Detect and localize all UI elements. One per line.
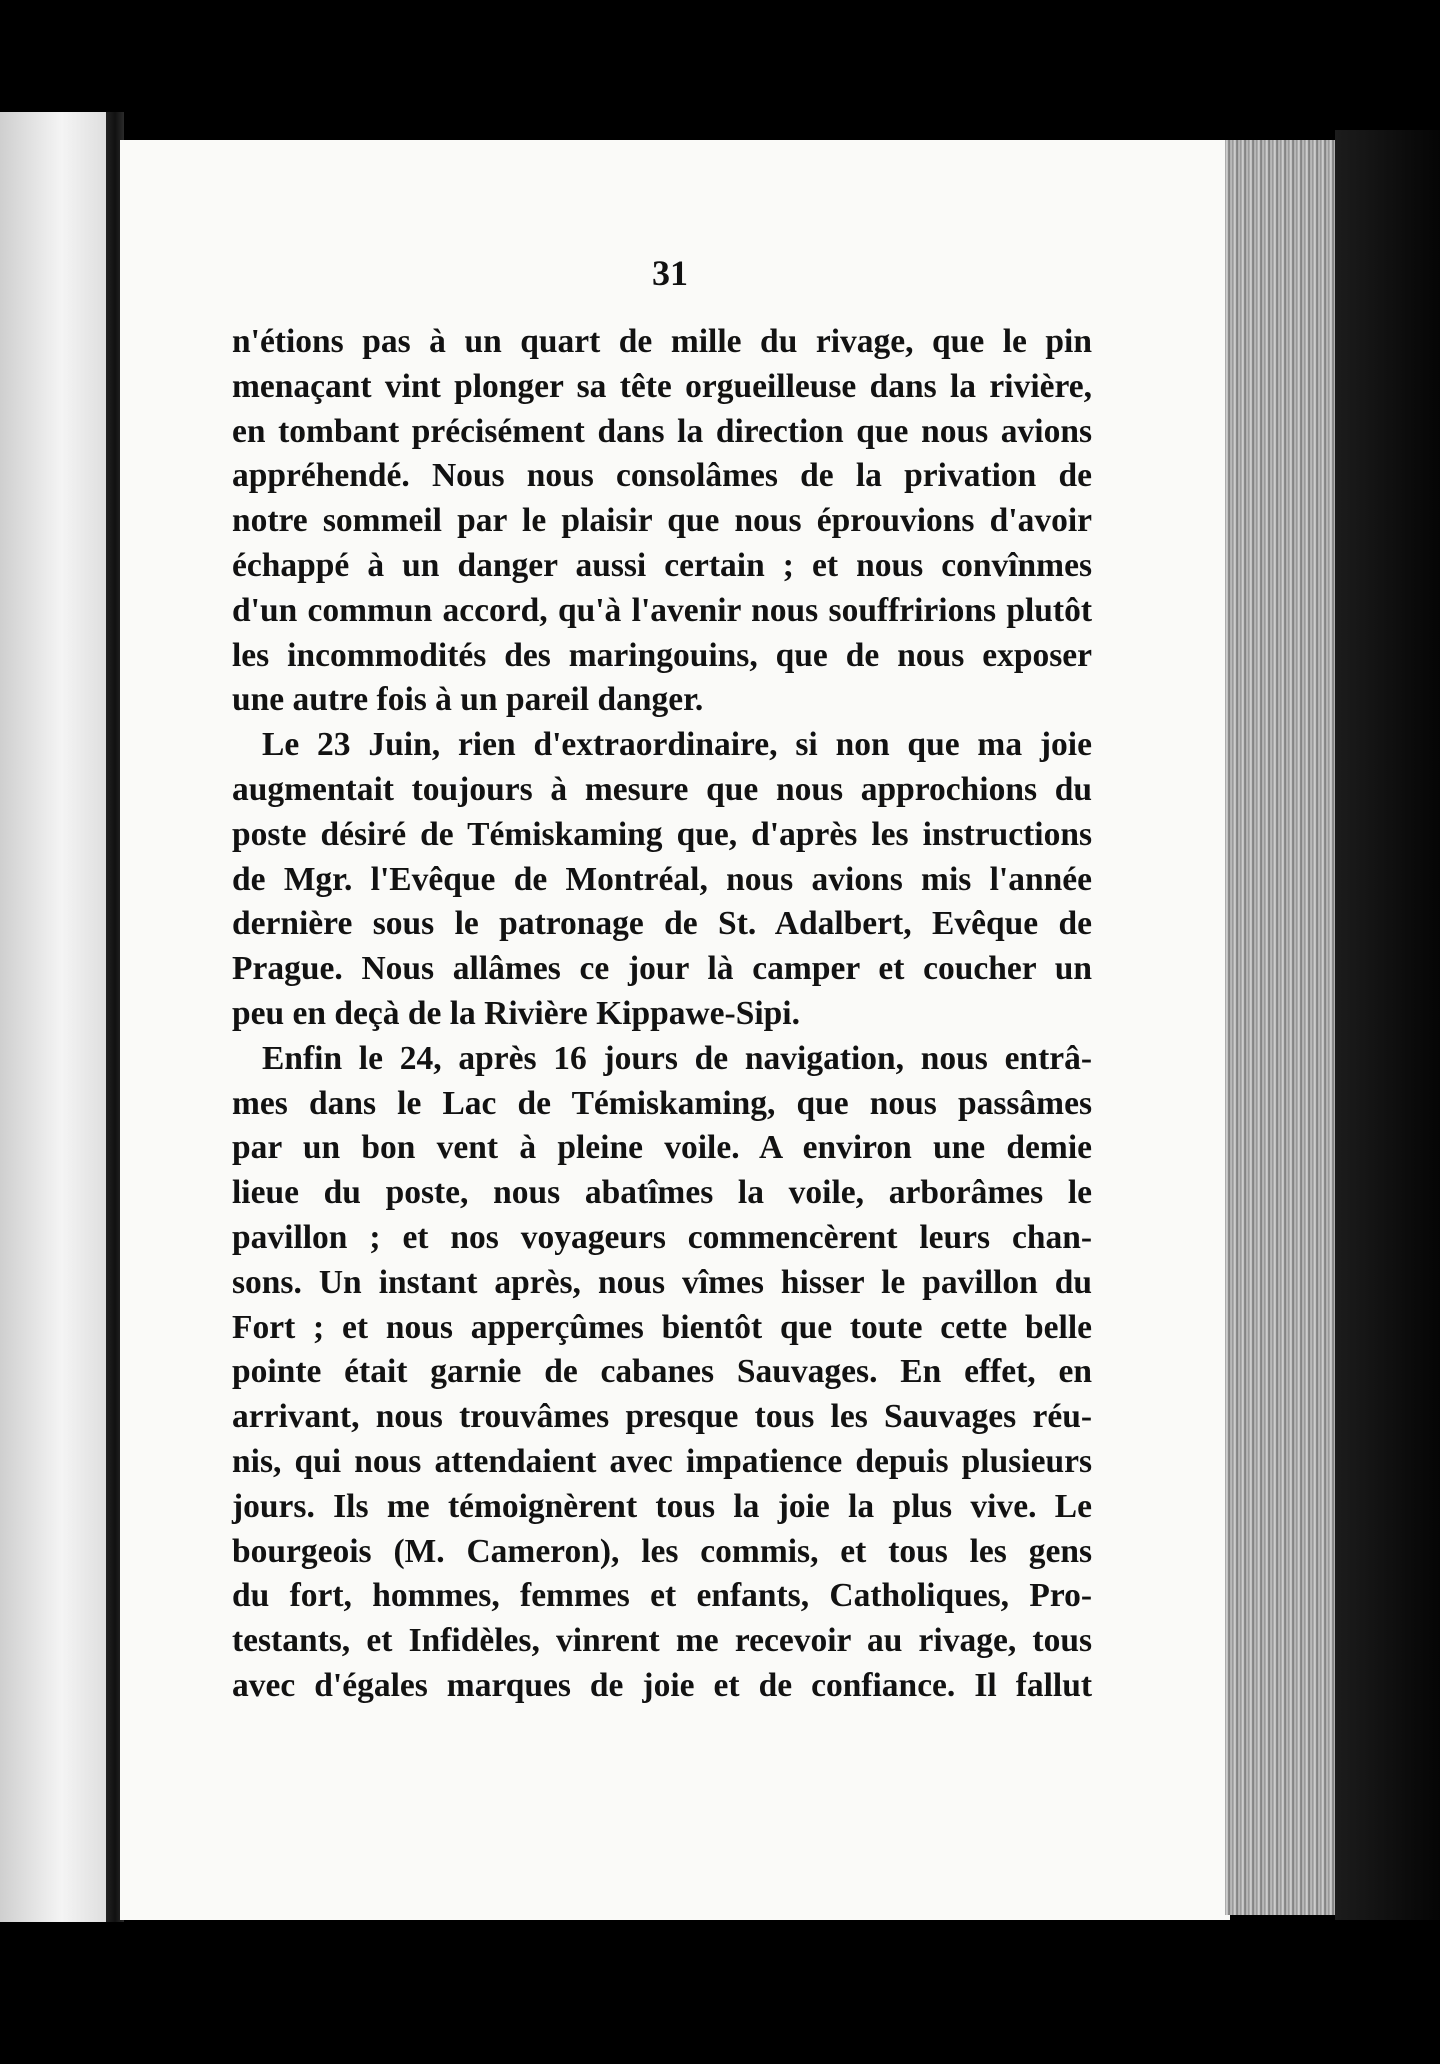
text-line: poste désiré de Témiskaming que, d'après les instructions: [232, 815, 1092, 853]
text-line: peu en deçà de la Rivière Kippawe-Sipi.: [232, 994, 800, 1032]
text-line: les incommodités des maringouins, que de nous exposer: [232, 636, 1092, 674]
page-number: 31: [652, 253, 688, 293]
text-line: pavillon ; et nos voyageurs commencèrent leurs chan-: [232, 1218, 1092, 1256]
text-line: Prague. Nous allâmes ce jour là camper et coucher un: [232, 950, 1092, 988]
text-line: arrivant, nous trouvâmes presque tous les Sauvages réu-: [232, 1398, 1092, 1436]
text-line: n'étions pas à un quart de mille du rivage, que le pin: [232, 323, 1092, 360]
text-line: augmentait toujours à mesure que nous approchions du: [232, 770, 1092, 808]
paragraph-start-line: Enfin le 24, après 16 jours de navigation, nous entrâ-: [262, 1039, 1092, 1077]
text-line: menaçant vint plonger sa tête orgueilleuse dans la rivière,: [232, 367, 1092, 405]
text-line: nis, qui nous attendaient avec impatience depuis plusieurs: [232, 1442, 1092, 1480]
text-line: mes dans le Lac de Témiskaming, que nous passâmes: [232, 1084, 1092, 1122]
text-line: testants, et Infidèles, vinrent me recevoir au rivage, tous: [232, 1622, 1092, 1660]
text-line: en tombant précisément dans la direction que nous avions: [232, 412, 1092, 450]
paragraph-start-line: Le 23 Juin, rien d'extraordinaire, si non que ma joie: [262, 726, 1092, 764]
page-stack-edge: [1225, 140, 1335, 1915]
text-line: sons. Un instant après, nous vîmes hisser le pavillon du: [232, 1263, 1092, 1301]
book-cover-edge: [1335, 130, 1440, 1920]
text-line: dernière sous le patronage de St. Adalbert, Evêque de: [232, 905, 1092, 943]
text-line: échappé à un danger aussi certain ; et nous convînmes: [232, 546, 1092, 584]
text-line: lieue du poste, nous abatîmes la voile, arborâmes le: [232, 1174, 1092, 1212]
text-line: notre sommeil par le plaisir que nous éprouvions d'avoir: [232, 502, 1092, 540]
text-line: jours. Ils me témoignèrent tous la joie la plus vive. Le: [232, 1487, 1092, 1525]
text-line: Fort ; et nous apperçûmes bientôt que toute cette belle: [232, 1308, 1092, 1346]
text-line: d'un commun accord, qu'à l'avenir nous souffririons plutôt: [232, 591, 1092, 629]
text-line: une autre fois à un pareil danger.: [232, 681, 704, 719]
text-line: de Mgr. l'Evêque de Montréal, nous avions mis l'année: [232, 860, 1092, 898]
facing-page-edge: [0, 112, 112, 1922]
text-line: appréhendé. Nous nous consolâmes de la privation de: [232, 457, 1092, 495]
text-line: avec d'égales marques de joie et de confiance. Il fallut: [232, 1666, 1092, 1704]
text-line: pointe était garnie de cabanes Sauvages. En effet, en: [232, 1353, 1092, 1391]
text-line: du fort, hommes, femmes et enfants, Catholiques, Pro-: [232, 1577, 1092, 1615]
text-line: bourgeois (M. Cameron), les commis, et tous les gens: [232, 1532, 1092, 1570]
text-line: par un bon vent à pleine voile. A environ une demie: [232, 1129, 1092, 1167]
body-text: [232, 320, 1092, 1709]
